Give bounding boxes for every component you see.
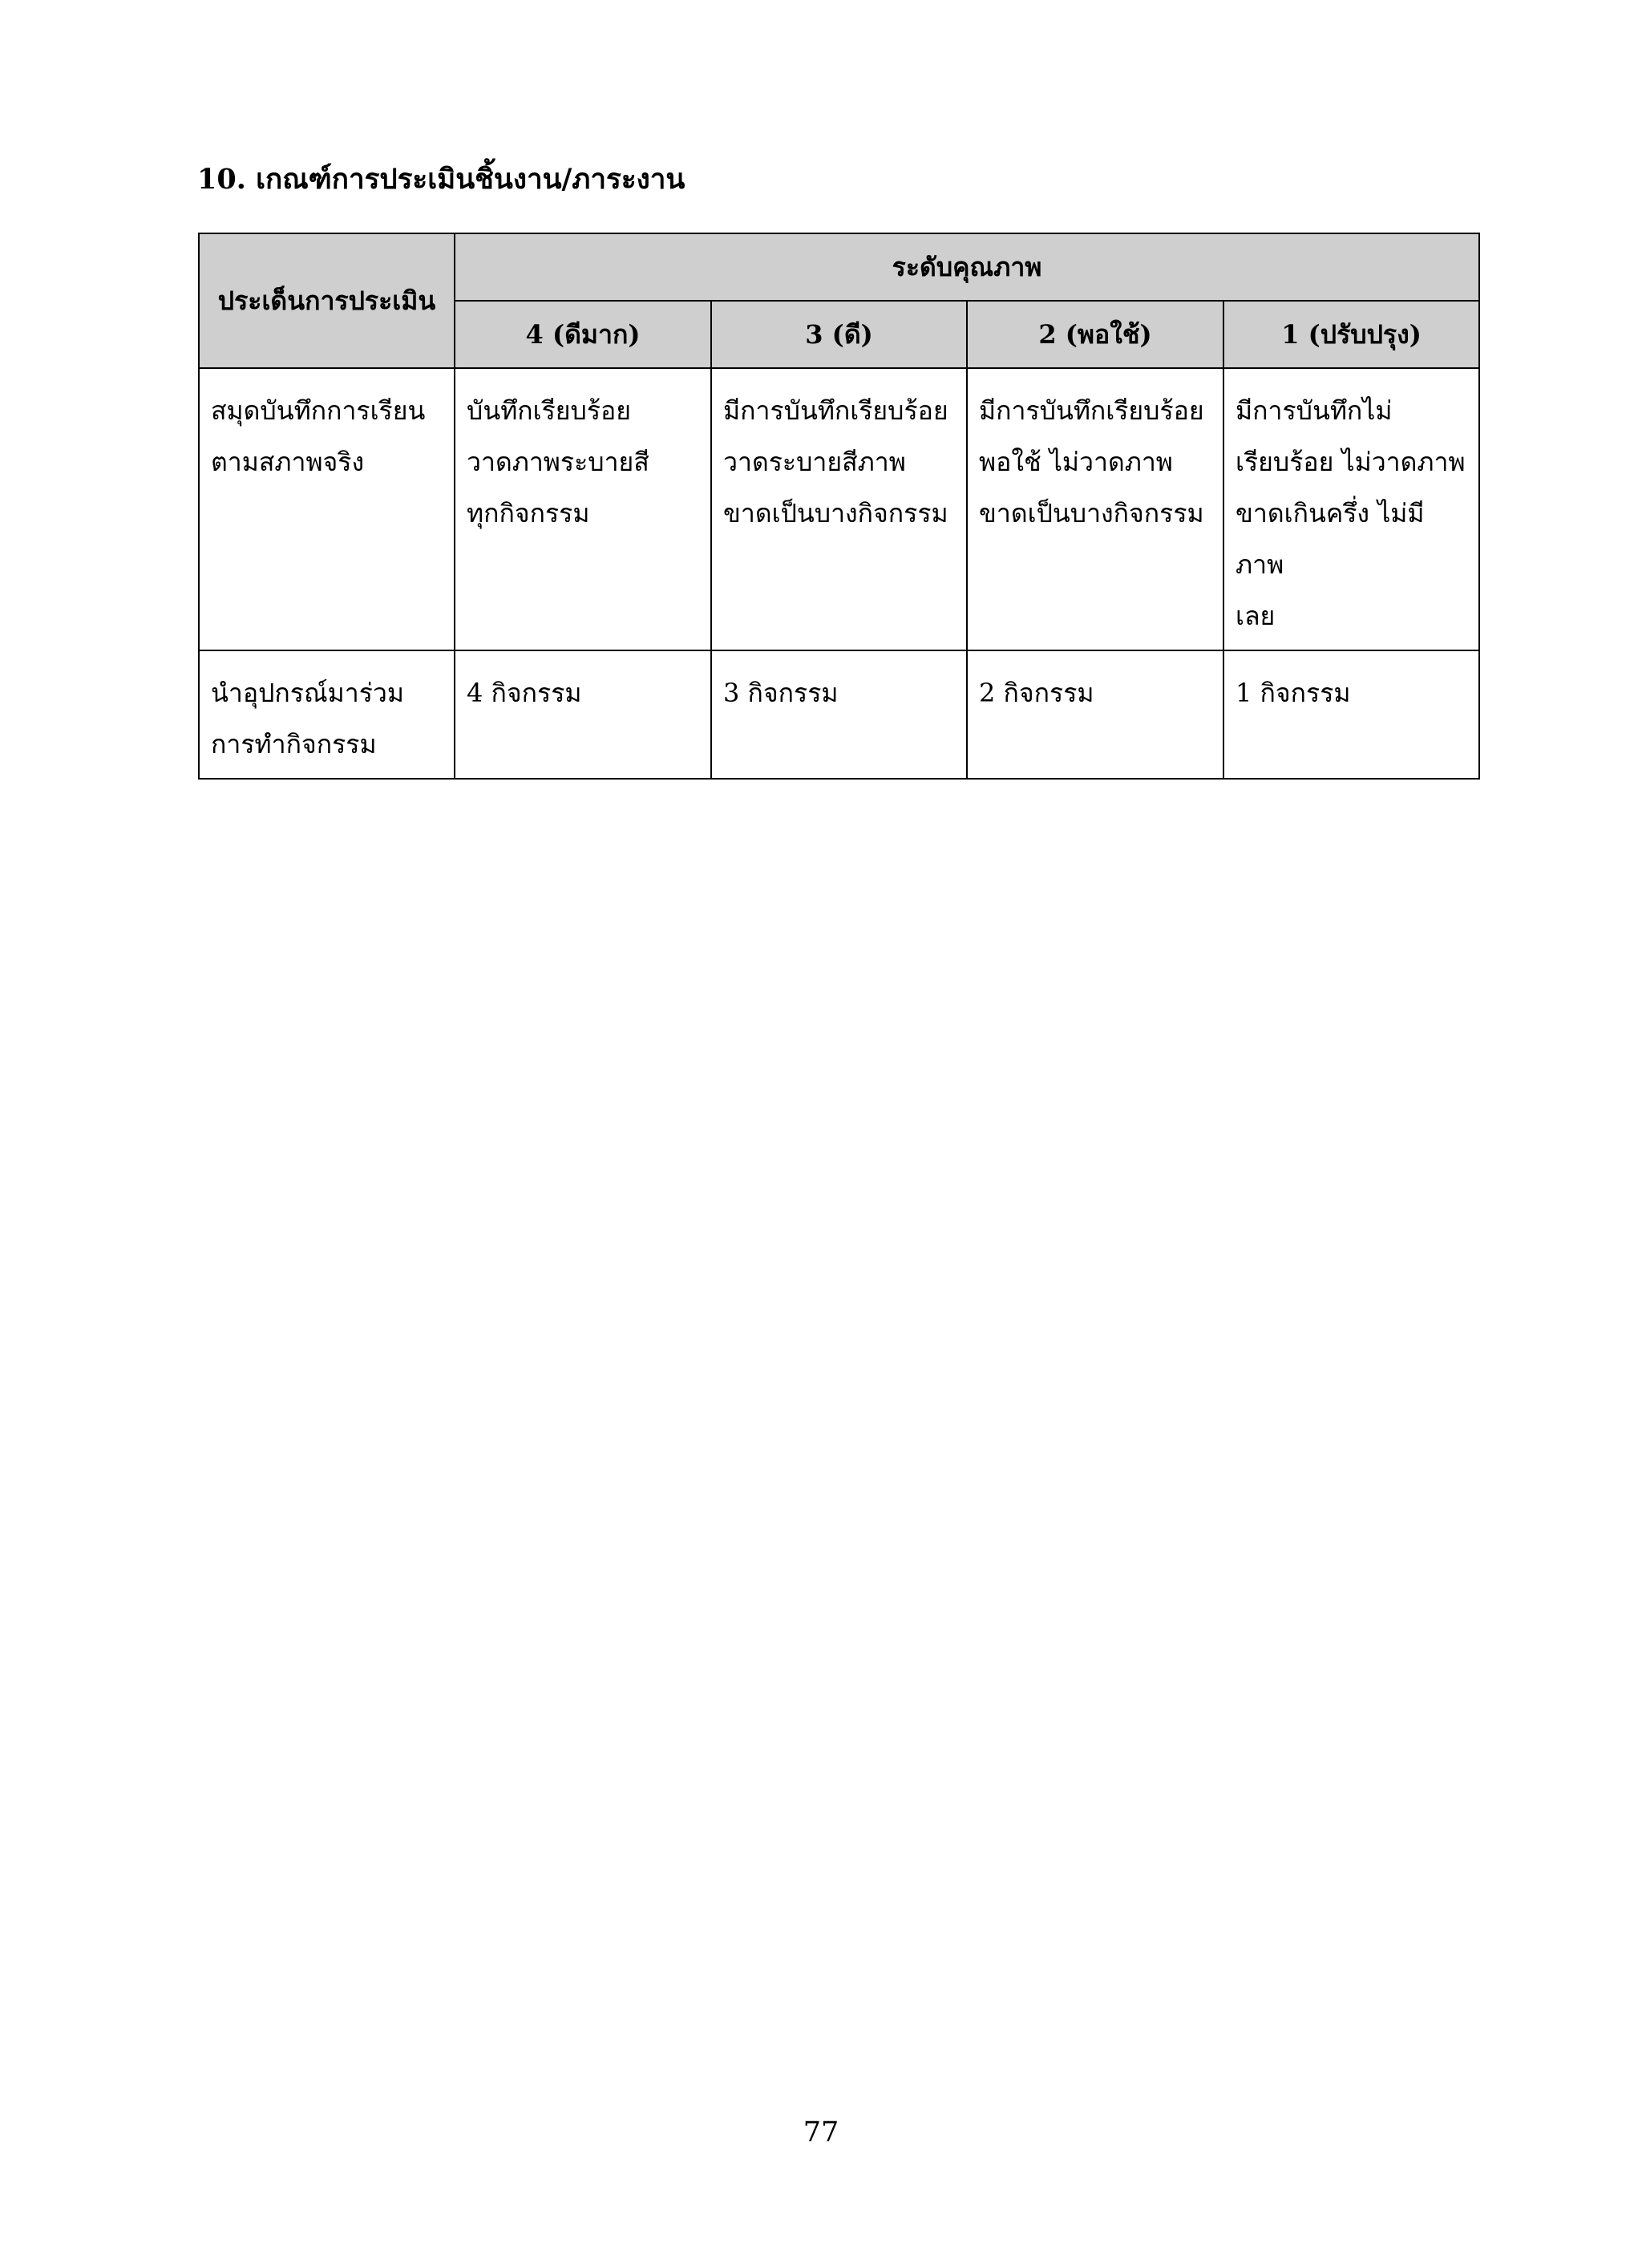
cell-line: มีการบันทึกเรียบร้อย [723,395,948,426]
cell-line: ขาดเป็นบางกิจกรรม [979,498,1204,529]
level-4-cell [455,368,711,650]
table-row [199,368,1479,650]
level-header-1: 1 (ปรับปรุง) [1223,301,1479,368]
cell-line: มีการบันทึกเรียบร้อย [979,395,1204,426]
cell-line: 2 กิจกรรม [979,678,1094,708]
cell-line: ขาดเกินครึ่ง ไม่มีภาพ [1236,498,1425,580]
cell-line: ขาดเป็นบางกิจกรรม [723,498,948,529]
level-4-cell [455,650,711,779]
table-row [199,650,1479,779]
level-2-cell [967,368,1223,650]
cell-line: สมุดบันทึกการเรียน [211,395,426,426]
cell-line: 1 กิจกรรม [1236,678,1351,708]
assessment-rubric-table [198,233,1480,780]
cell-line: ตามสภาพจริง [211,447,365,477]
cell-line: การทำกิจกรรม [211,729,377,759]
level-1-cell [1223,368,1479,650]
cell-line: ทุกกิจกรรม [467,498,590,529]
quality-level-header: ระดับคุณภาพ [455,233,1479,301]
level-header-3: 3 (ดี) [711,301,967,368]
cell-line: บันทึกเรียบร้อย [467,395,631,426]
level-1-cell [1223,650,1479,779]
cell-line: เรียบร้อย ไม่วาดภาพ [1236,447,1466,477]
level-3-cell [711,650,967,779]
cell-line: เลย [1236,601,1276,631]
cell-line: วาดภาพระบายสี [467,447,649,477]
section-heading: 10. เกณฑ์การประเมินชิ้นงาน/ภาระงาน [197,163,686,196]
cell-line: นำอุปกรณ์มาร่วม [211,678,404,708]
level-2-cell [967,650,1223,779]
criterion-cell [199,650,455,779]
page-number: 77 [803,2116,839,2149]
level-header-2: 2 (พอใช้) [967,301,1223,368]
cell-line: มีการบันทึกไม่ [1236,395,1393,426]
criterion-cell [199,368,455,650]
level-header-4: 4 (ดีมาก) [455,301,711,368]
level-3-cell [711,368,967,650]
cell-line: 3 กิจกรรม [723,678,839,708]
cell-line: วาดระบายสีภาพ [723,447,906,477]
cell-line: 4 กิจกรรม [467,678,582,708]
cell-line: พอใช้ ไม่วาดภาพ [979,447,1173,477]
criterion-header: ประเด็นการประเมิน [199,233,455,368]
